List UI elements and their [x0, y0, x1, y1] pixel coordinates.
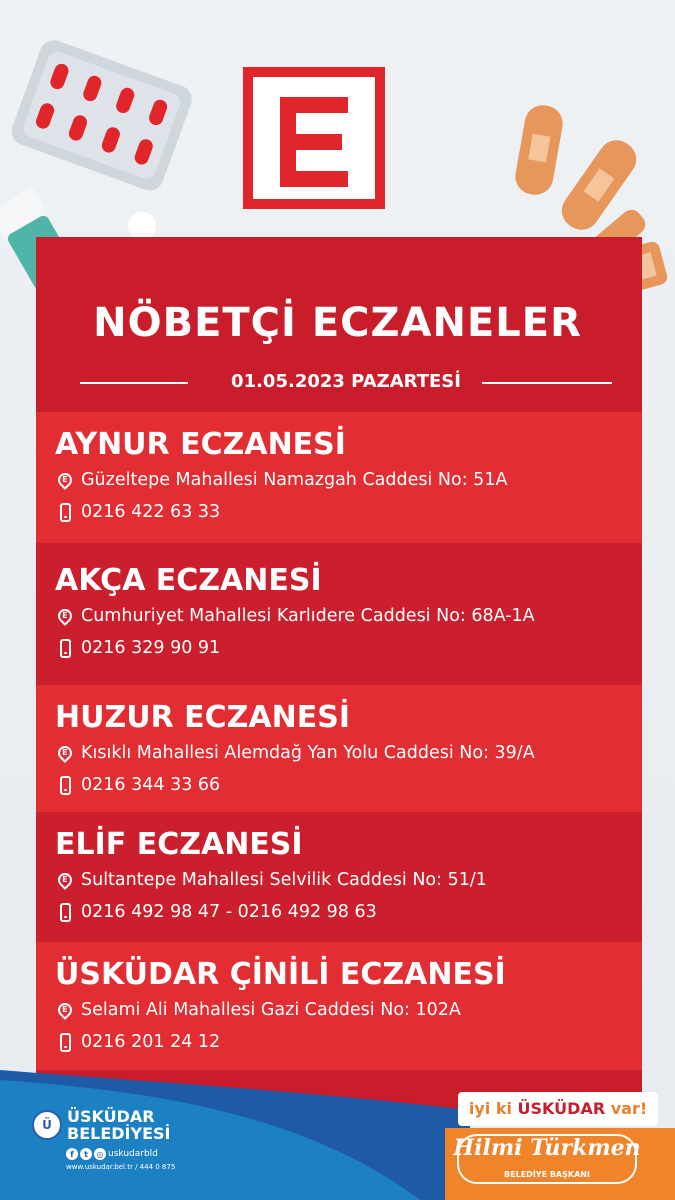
pharmacy-address: Selami Ali Mahallesi Gazi Caddesi No: 102A — [81, 1000, 461, 1020]
pill-blister-decoration — [0, 40, 200, 200]
pharmacy-phone: 0216 492 98 47 - 0216 492 98 63 — [81, 902, 377, 922]
phone-row — [55, 896, 642, 928]
pharmacy-address: Kısıklı Mahallesi Alemdağ Yan Yolu Caddesi No: 39/A — [81, 743, 535, 763]
date-line — [80, 368, 612, 398]
location-pin-icon: E — [55, 873, 75, 887]
facebook-icon[interactable]: f — [66, 1148, 78, 1160]
pharmacy-address: Cumhuriyet Mahallesi Karlıdere Caddesi No: 68A-1A — [81, 606, 535, 626]
pharmacy-e-logo — [243, 67, 385, 209]
pharmacy-name: ÜSKÜDAR ÇİNİLİ ECZANESİ — [55, 957, 506, 992]
social-handle[interactable]: uskudarbld — [108, 1149, 158, 1159]
pharmacy-card — [36, 412, 642, 543]
address-row — [55, 737, 642, 769]
pharmacy-address: Güzeltepe Mahallesi Namazgah Caddesi No: 51A — [81, 470, 508, 490]
brand-line2: BELEDİYESİ — [67, 1124, 171, 1143]
phone-row — [55, 496, 642, 528]
page-title: NÖBETÇİ ECZANELER — [93, 300, 582, 346]
phone-icon — [55, 639, 75, 658]
mayor-name: Hilmi Türkmen — [453, 1135, 641, 1161]
date-label: 01.05.2023 PAZARTESİ — [231, 371, 461, 392]
pharmacy-name: AKÇA ECZANESİ — [55, 563, 322, 598]
address-row — [55, 464, 642, 496]
slogan-post: var! — [610, 1099, 648, 1118]
address-row — [55, 994, 642, 1026]
phone-icon — [55, 1033, 75, 1052]
pharmacy-phone: 0216 201 24 12 — [81, 1032, 221, 1052]
address-row — [55, 600, 642, 632]
mayor-title: BELEDİYE BAŞKANI — [504, 1170, 590, 1179]
phone-row — [55, 769, 642, 801]
phone-icon — [55, 503, 75, 522]
phone-icon — [55, 903, 75, 922]
municipality-brand — [32, 1108, 182, 1171]
pharmacy-phone: 0216 344 33 66 — [81, 775, 221, 795]
pharmacy-phone: 0216 329 90 91 — [81, 638, 221, 658]
phone-row — [55, 632, 642, 664]
location-pin-icon: E — [55, 609, 75, 623]
mayor-signature — [445, 1128, 675, 1200]
location-pin-icon: E — [55, 746, 75, 760]
pharmacy-card — [36, 543, 642, 685]
pharmacy-card — [36, 685, 642, 812]
municipality-emblem-icon: Ü — [32, 1110, 62, 1140]
slogan-banner — [458, 1092, 658, 1126]
pharmacy-name: HUZUR ECZANESİ — [55, 700, 350, 735]
pharmacy-name: ELİF ECZANESİ — [55, 827, 303, 862]
location-pin-icon: E — [55, 473, 75, 487]
pharmacy-name: AYNUR ECZANESİ — [55, 427, 346, 462]
slogan-pre: iyi ki — [468, 1099, 512, 1118]
pharmacy-card — [36, 812, 642, 942]
instagram-icon[interactable]: ◎ — [94, 1148, 106, 1160]
slogan-city: ÜSKÜDAR — [517, 1099, 606, 1118]
twitter-icon[interactable]: t — [80, 1148, 92, 1160]
website-text[interactable]: www.uskudar.bel.tr / 444 0 875 — [66, 1163, 176, 1171]
pharmacy-address: Sultantepe Mahallesi Selvilik Caddesi No: 51/1 — [81, 870, 487, 890]
pharmacy-card — [36, 942, 642, 1070]
social-links — [66, 1148, 182, 1160]
pharmacy-list — [36, 412, 642, 1070]
pharmacy-phone: 0216 422 63 33 — [81, 502, 221, 522]
location-pin-icon: E — [55, 1003, 75, 1017]
phone-icon — [55, 776, 75, 795]
brand-line1: ÜSKÜDAR — [67, 1107, 155, 1126]
address-row — [55, 864, 642, 896]
phone-row — [55, 1026, 642, 1058]
